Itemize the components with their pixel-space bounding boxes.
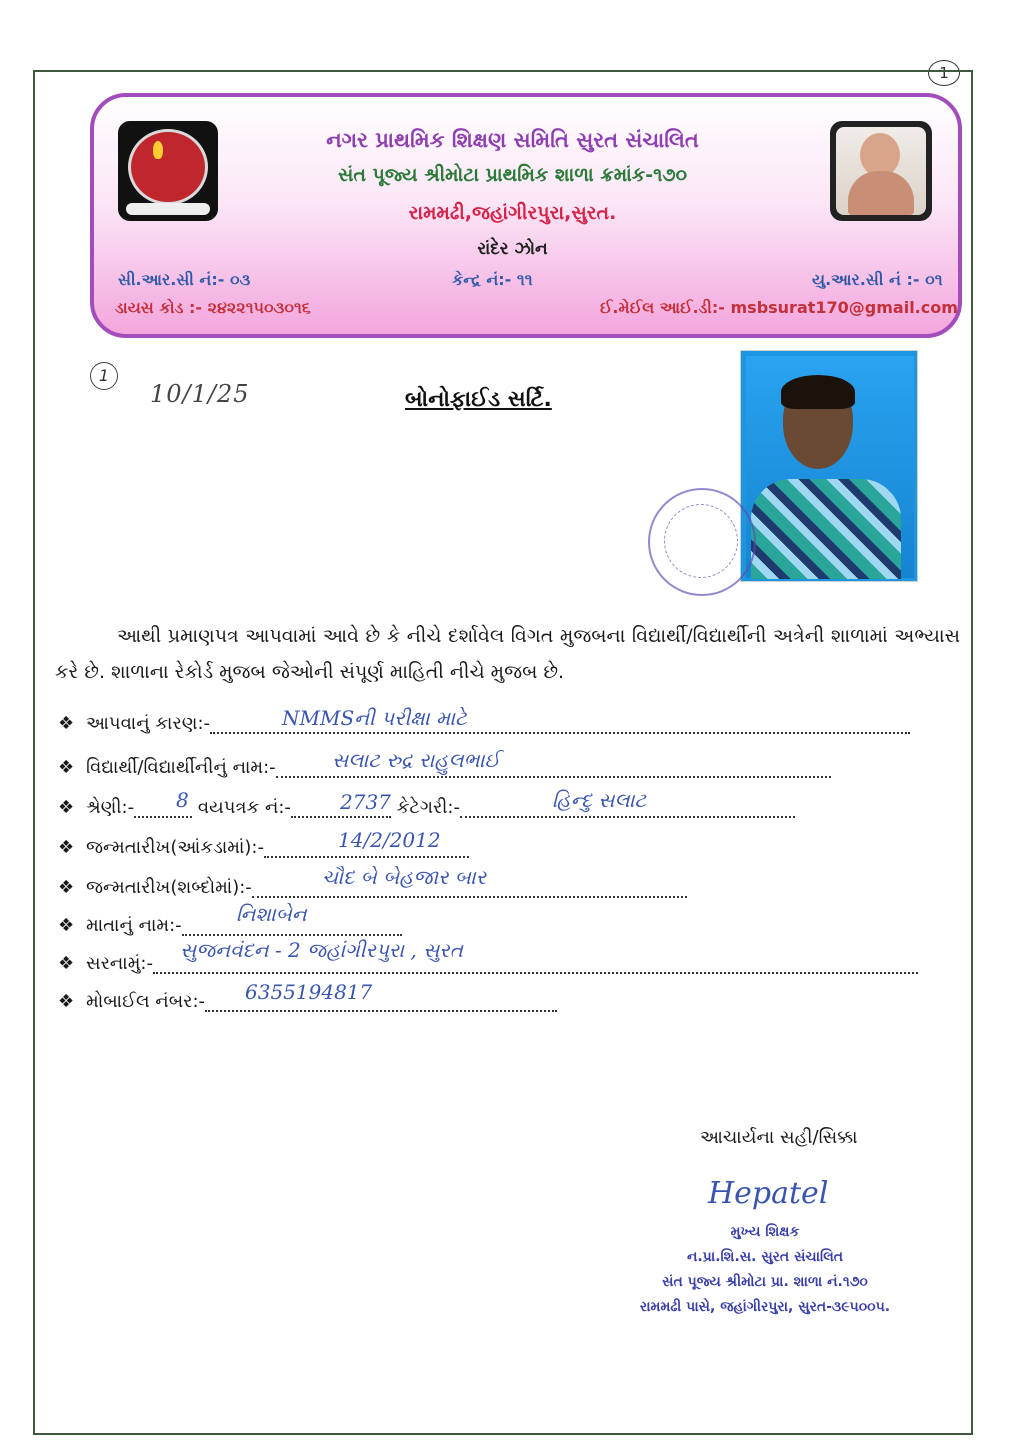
dob-digits-value: 14/2/2012 — [338, 828, 441, 852]
reason-value: NMMSની પરીક્ષા માટે — [282, 706, 467, 730]
reason-label: આપવાનું કારણ:- — [86, 713, 211, 734]
header-zone: રાંદેર ઝોન — [477, 239, 548, 259]
crc-number: સી.આર.સી નં:- ૦૩ — [118, 270, 251, 289]
serial-circle-mark: 1 — [90, 362, 118, 390]
student-name-label: વિદ્યાર્થી/વિદ્યાર્થીનીનું નામ:- — [86, 757, 276, 778]
bullet-icon: ❖ — [58, 915, 75, 936]
student-name-value: સલાટ રુદ્ર રાહુલભાઈ — [332, 748, 500, 772]
address-label: સરનામું:- — [86, 953, 153, 974]
register-value: 2737 — [340, 790, 391, 814]
photo-shirt — [751, 479, 901, 579]
seal-title: મુખ્ય શિક્ષક — [730, 1224, 800, 1240]
dob-words-label: જન્મતારીખ(શબ્દોમાં):- — [86, 877, 252, 898]
bullet-icon: ❖ — [58, 757, 75, 778]
bullet-icon: ❖ — [58, 953, 75, 974]
header-committee: નગર પ્રાથમિક શિક્ષણ સમિતિ સુરત સંચાલિત — [326, 128, 699, 152]
page-number-mark: 1 — [928, 60, 960, 86]
bullet-icon: ❖ — [58, 991, 75, 1012]
address-value: સુજનવંદન - 2 જહાંગીરપુરા , સુરત — [180, 938, 463, 962]
principal-signature: Hepatel — [708, 1176, 829, 1211]
category-label: કેટેગરી:- — [396, 797, 460, 818]
certificate-title: બોનોફાઈડ સર્ટિ. — [405, 387, 552, 412]
urc-number: યુ.આર.સી નં :- ૦૧ — [812, 270, 943, 289]
school-email: ઈ.મેઈલ આઈ.ડી:- msbsurat170@gmail.com — [600, 298, 958, 317]
seal-address: રામમઢી પાસે, જહાંગીરપુરા, સુરત-૩૯૫૦૦૫. — [639, 1299, 891, 1315]
grade-value: 8 — [176, 788, 189, 812]
mother-name-label: માતાનું નામ:- — [86, 915, 182, 936]
field-reason — [58, 712, 910, 746]
header-address: રામમઢી,જહાંગીરપુરા,સુરત. — [408, 202, 617, 224]
student-photo — [740, 350, 918, 582]
header-school-name: સંત પૂજ્ય શ્રીમોટા પ્રાથમિક શાળા ક્રમાંક-૧૭૦ — [337, 164, 688, 186]
principal-signature-label: આચાર્યના સહી/સિક્કા — [700, 1127, 858, 1148]
mobile-value: 6355194817 — [245, 980, 373, 1004]
school-stamp — [648, 488, 756, 596]
dob-digits-label: જન્મતારીખ(આંકડામાં):- — [86, 837, 264, 858]
mother-name-value: નિશાબેન — [236, 902, 307, 926]
bullet-icon: ❖ — [58, 713, 75, 734]
bullet-icon: ❖ — [58, 877, 75, 898]
seal-committee: ન.પ્રા.શિ.સ. સુરત સંચાલિત — [686, 1249, 844, 1265]
seal-school: સંત પૂજ્ય શ્રીમોટા પ્રા. શાળા નં.૧૭૦ — [662, 1274, 868, 1290]
stamp-inner-ring — [664, 504, 738, 578]
photo-hair — [781, 375, 855, 409]
bullet-icon: ❖ — [58, 797, 75, 818]
register-label: વયપત્રક નં:- — [197, 797, 291, 818]
dise-code: ડાયસ કોડ :- ૨૪૨૨૧૫૦૩૦૧૬ — [115, 298, 311, 317]
kendra-number: કેન્દ્ર નં:- ૧૧ — [452, 270, 533, 289]
category-value: હિન્દુ સલાટ — [552, 788, 647, 812]
mobile-label: મોબાઈલ નંબર:- — [86, 991, 206, 1012]
dob-words-value: ચૌદ બે બેહજાર બાર — [322, 865, 487, 889]
field-grade-register-category — [58, 796, 795, 830]
handwritten-date: 10/1/25 — [150, 380, 250, 408]
bullet-icon: ❖ — [58, 837, 75, 858]
certificate-body-text: આથી પ્રમાણપત્ર આપવામાં આવે છે કે નીચે દર્શાવેલ વિગત મુજબના વિદ્યાર્થી/વિદ્યાર્થીની અત્રેની શાળામાં અભ્યાસ કરે છે. શાળાના રેકોર્ડ મુજબ જેઓની સંપૂર્ણ માહિતી નીચે મુજબ છે. — [55, 625, 960, 683]
grade-label: શ્રેણી:- — [86, 797, 135, 818]
